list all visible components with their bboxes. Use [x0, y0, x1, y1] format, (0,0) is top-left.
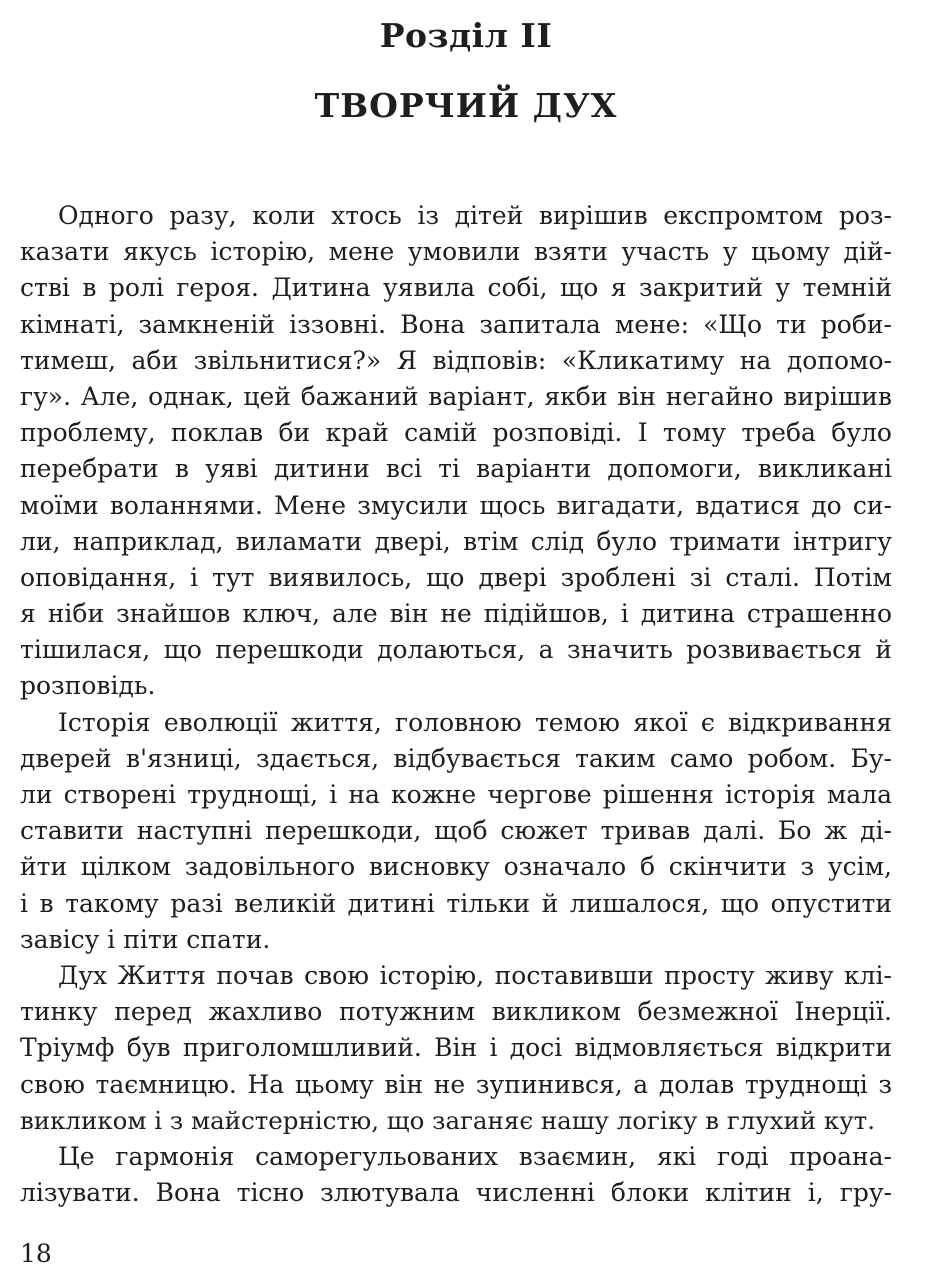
text-line: викликом і з майстерністю, що заганяє нашу логіку в глухий кут.: [20, 1105, 875, 1135]
text-line: свою таємницю. На цьому він не зупинився, а долав труднощі з: [20, 1069, 892, 1099]
text-line: казати якусь історію, мене умовили взяти участь у цьому дій-: [20, 237, 892, 267]
text-line: стві в ролі героя. Дитина уявила собі, що я закритий у темній: [20, 273, 892, 303]
text-line: завісу і піти спати.: [20, 924, 271, 954]
text-line: Дух Життя почав свою історію, поставивши просту живу клі-: [58, 960, 892, 990]
text-line: йти цілком задовільного висновку означало б скінчити з усім,: [20, 852, 892, 882]
text-line: тішилася, що перешкоди долаються, а значить розвивається й: [20, 635, 892, 665]
text-line: Історія еволюції життя, головною темою якої є відкривання: [58, 707, 892, 737]
text-line: дверей в'язниці, здається, відбувається таким само робом. Бу-: [20, 743, 892, 773]
text-line: кімнаті, замкненій іззовні. Вона запитала мене: «Що ти роби-: [20, 309, 892, 339]
text-line: тинку перед жахливо потужним викликом безмежної Інерції.: [20, 997, 892, 1027]
text-line: лізувати. Вона тісно злютувала численні блоки клітин і, гру-: [20, 1178, 892, 1208]
page-number: 18: [20, 1239, 52, 1268]
section-label: Розділ ІІ: [379, 16, 553, 55]
text-line: оповідання, і тут виявилось, що двері зроблені зі сталі. Потім: [20, 562, 892, 592]
text-line: перебрати в уяві дитини всі ті варіанти допомоги, викликані: [20, 454, 892, 484]
text-line: Тріумф був приголомшливий. Він і досі відмовляється відкрити: [20, 1033, 892, 1063]
text-line: і в такому разі великій дитині тільки й лишалося, що опустити: [20, 888, 892, 918]
paragraph-1: [20, 198, 892, 705]
text-line: Це гармонія саморегульованих взаємин, які годі проана-: [58, 1141, 892, 1171]
text-line: моїми воланнями. Мене змусили щось вигадати, вдатися до си-: [20, 490, 892, 520]
paragraph-2: [20, 705, 892, 958]
text-line: гу». Але, однак, цей бажаний варіант, якби він негайно вирішив: [20, 381, 892, 411]
text-line: ставити наступні перешкоди, щоб сюжет тривав далі. Бо ж ді-: [20, 816, 892, 846]
text-line: проблему, поклав би край самій розповіді. І тому треба було: [20, 418, 892, 448]
text-line: ли створені труднощі, і на кожне чергове рішення історія мала: [20, 780, 892, 809]
text-line: тимеш, аби звільнитися?» Я відповів: «Кликатиму на допомо-: [20, 345, 892, 375]
text-line: розповідь.: [20, 671, 156, 701]
text-line: я ніби знайшов ключ, але він не підійшов, і дитина страшенно: [20, 599, 892, 629]
paragraph-3: [20, 958, 892, 1139]
chapter-title: ТВОРЧИЙ ДУХ: [314, 86, 618, 125]
text-line: Одного разу, коли хтось із дітей вирішив експромтом роз-: [58, 201, 892, 230]
paragraph-4: [20, 1139, 892, 1211]
text-line: ли, наприклад, виламати двері, втім слід було тримати інтригу: [20, 526, 892, 556]
body-text: [20, 198, 892, 1211]
